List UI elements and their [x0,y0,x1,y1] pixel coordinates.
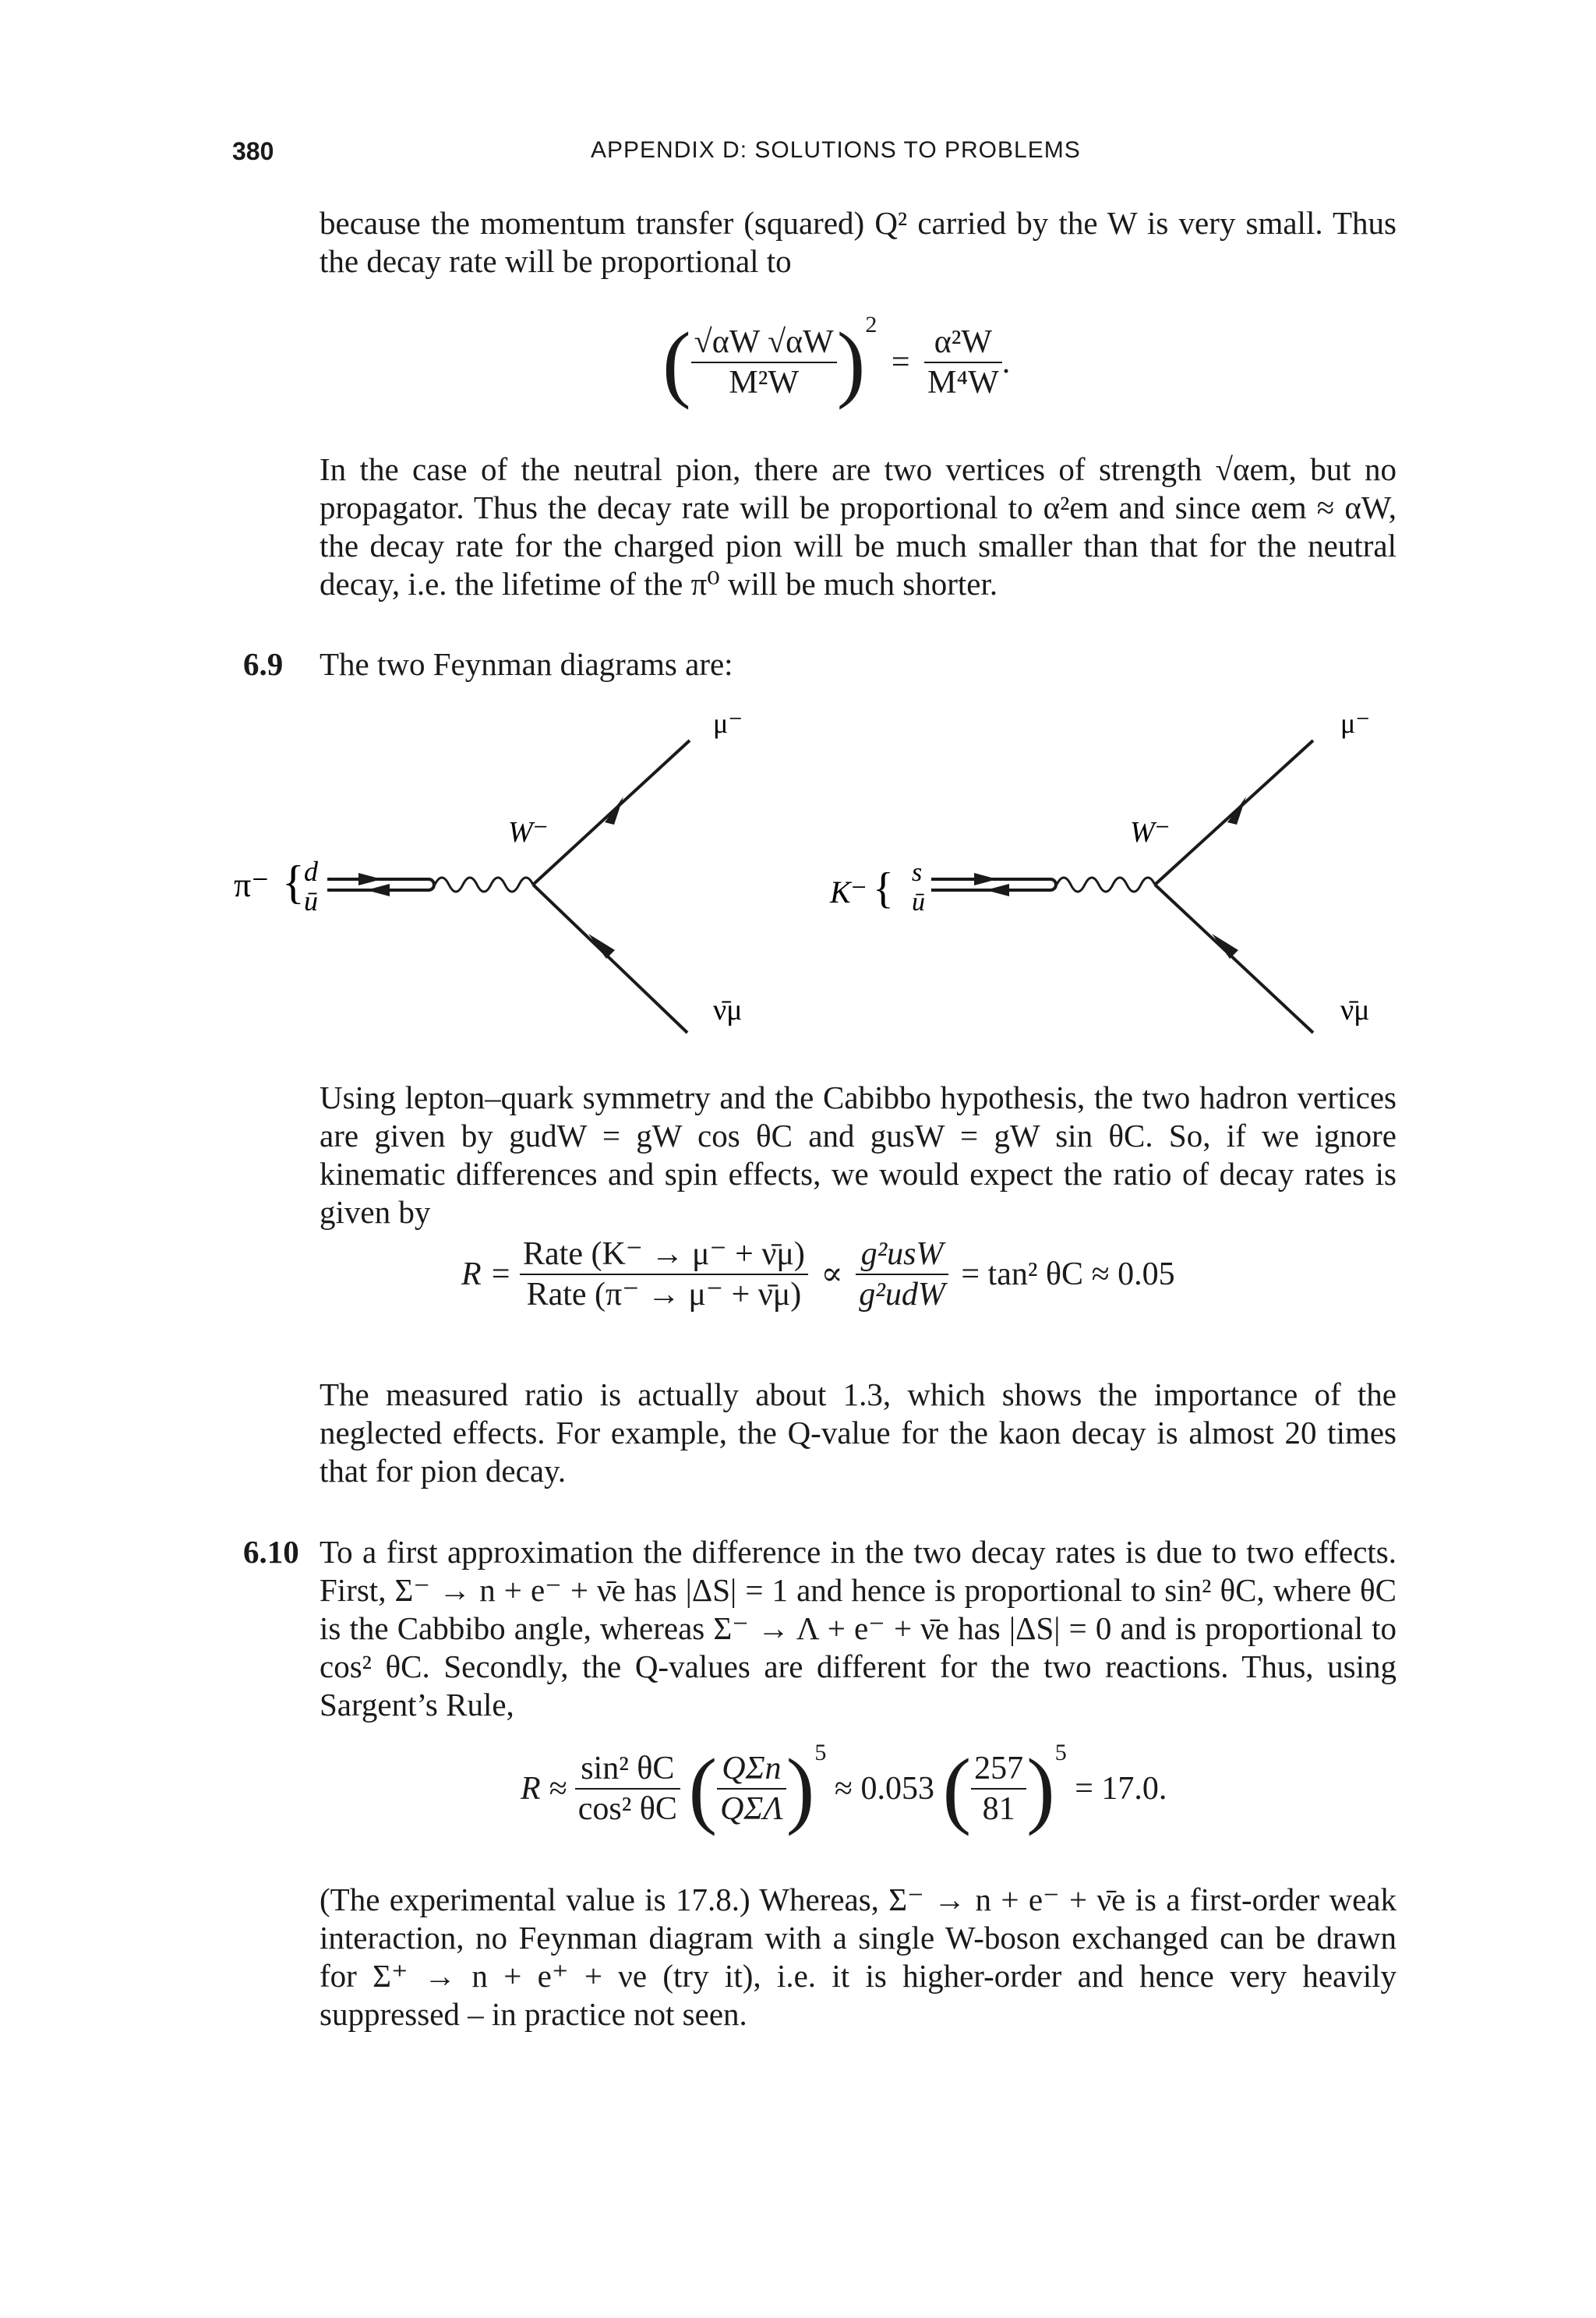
diagram-left-neutrino-line [533,885,687,1033]
problem-6-10-experimental: (The experimental value is 17.8.) Whereas, Σ⁻ → n + e⁻ + ν̄e is a first-order weak interaction, no Feynman diagram with a single W-boson exchanged can be drawn for Σ⁺ → n + e⁺ + νe (try it), i.e. it is higher-order and hence very heavily suppressed – in practice not seen. [320,1882,1396,2032]
eq2-coupling-fraction: $\frac{\text{g²usW}}{\text{g²udW}}$ [856,1238,948,1311]
eq2-rate-fraction: $\frac{\text{Rate (K⁻ → μ⁻ + ν̄μ)}}{\text{Rate (π⁻ → μ⁻ + ν̄μ)}}$ [520,1238,808,1311]
eq1-fraction: $\frac{√\alpha W √\alpha W}{\text{M²W}}$ [691,326,837,399]
diagram-right-quark-bottom: ū [912,888,925,917]
diagram-left-out-bottom: ν̄μ [713,994,743,1026]
equation-3: R ≈ $\frac{\text{sin² θC}}{\text{cos² θC}}$ ( $\frac{\text{QΣn}}{\text{QΣΛ}}$ )$^5$ ≈ 0.053 ( $\frac{257}{81}$ )$^5$ = 17.0. [521,1740,1167,1836]
eq3-angle-fraction: $\frac{\text{sin² θC}}{\text{cos² θC}}$ [575,1752,680,1825]
feynman-diagrams [234,708,1403,1037]
feynman-diagram-kaon [829,708,1370,1033]
running-title: APPENDIX D: SOLUTIONS TO PROBLEMS [591,137,1081,163]
paragraph-intro-line1: because the momentum transfer (squared) Q² carried by the W is very small. Thus [320,205,1396,241]
diagram-right-quark-top: s [912,858,923,887]
diagram-left-muon-line [533,740,690,885]
eq3-number-fraction: $\frac{257}{81}$ [971,1752,1026,1825]
problem-6-10-intro: To a first approximation the difference in the two decay rates is due to two effects. First, Σ⁻ → n + e⁻ + ν̄e has |ΔS| = 1 and hence is proportional to sin² θC, where θC is the Cabbibo angle, whereas Σ⁻ → Λ + e⁻ + ν̄e has |ΔS| = 0 and is proportional to cos² θC. Secondly, the Q-values are different for the two reactions. Thus, using Sargent’s Rule, [320,1534,1396,1723]
eq1-rhs-fraction: $\frac{\text{α²W}}{\text{M⁴W}}$ [924,326,1002,399]
diagram-left-quark-top: d [304,856,318,887]
diagram-left-quark-bottom: ū [304,885,318,917]
diagram-left-hadron: π⁻ [234,866,270,904]
diagram-right-w-propagator [1057,878,1155,892]
diagram-right-hadron: K⁻ [830,875,867,910]
paragraph-intro-line2: the decay rate will be proportional to [320,243,792,279]
diagram-right-muon-line [1155,740,1313,885]
diagram-right-neutrino-line [1155,885,1313,1033]
eq3-q-fraction: $\frac{\text{QΣn}}{\text{QΣΛ}}$ [717,1752,786,1825]
paragraph-intro [320,204,1396,281]
diagram-left-out-top: μ⁻ [713,708,743,739]
page-header [232,137,1396,171]
diagram-right-out-bottom: ν̄μ [1340,994,1370,1026]
feynman-diagram-pion [234,708,743,1033]
svg-text:{: { [873,864,894,913]
svg-text:{: { [282,857,305,908]
page-number: 380 [232,137,274,165]
problem-label-6-10: 6.10 [243,1534,299,1570]
paragraph-neutral-pion: In the case of the neutral pion, there are two vertices of strength √αem, but no propagator. Thus the decay rate will be proportional to α²em and since αem ≈ αW, the decay rate for the charged pion will be much smaller than that for the neutral decay, i.e. the lifetime of the π⁰ will be much shorter. [320,451,1396,602]
diagram-right-out-top: μ⁻ [1340,708,1371,739]
problem-label-6-9: 6.9 [243,646,284,682]
problem-6-9-measured: The measured ratio is actually about 1.3, which shows the importance of the neglected effects. For example, the Q-value for the kaon decay is almost 20 times that for pion decay. [320,1376,1396,1489]
diagram-left-w-propagator [435,878,533,892]
equation-1: ( $\frac{√\alpha W √\alpha W}{\text{M²W}}$ )$^2$ = $\frac{\text{α²W}}{\text{M⁴W}}$ . [662,312,1011,410]
problem-6-9-intro: The two Feynman diagrams are: [320,646,733,682]
diagram-left-boson-label: W⁻ [508,816,549,849]
diagram-right-boson-label: W⁻ [1130,816,1171,849]
problem-6-9-cabibbo: Using lepton–quark symmetry and the Cabibbo hypothesis, the two hadron vertices are given by gudW = gW cos θC and gusW = gW sin θC. So, if we ignore kinematic differences and spin effects, we would expect the ratio of decay rates is given by [320,1079,1396,1230]
equation-2: R = $\frac{\text{Rate (K⁻ → μ⁻ + ν̄μ)}}{\text{Rate (π⁻ → μ⁻ + ν̄μ)}}$ ∝ $\frac{\text{g²usW}}{\text{g²udW}}$ = tan² θC ≈ 0.05 [461,1236,1175,1313]
